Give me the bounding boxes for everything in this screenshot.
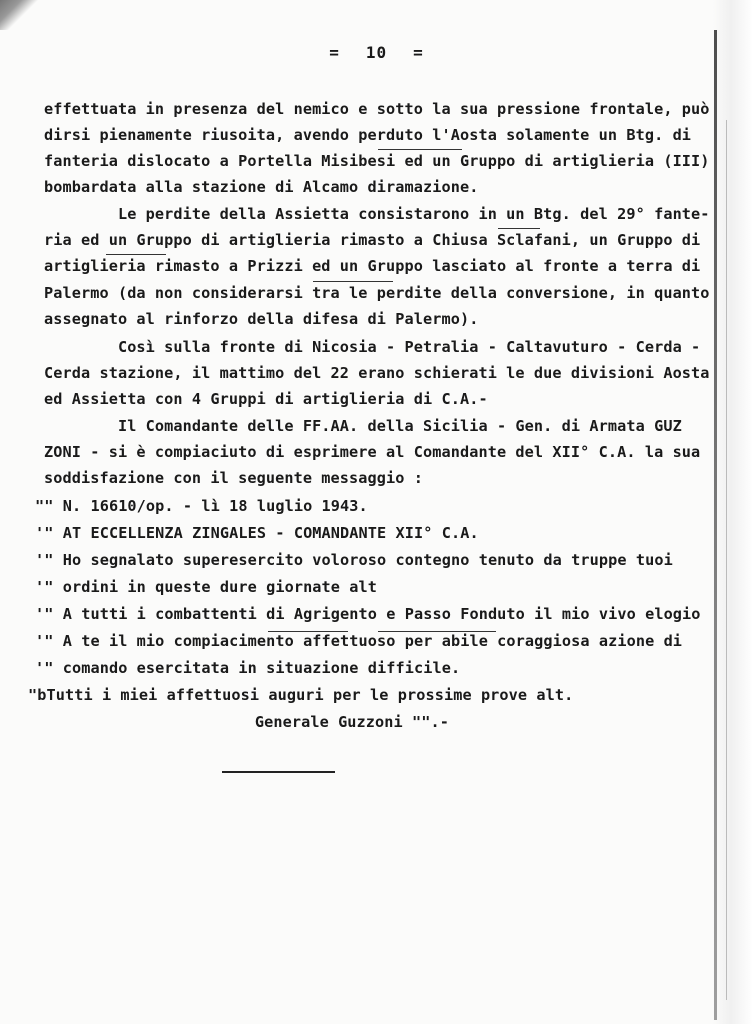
page-edge-line-faint [726,120,727,1000]
text-line: Il Comandante delle FF.AA. della Sicilia - Gen. di Armata GUZ [44,417,682,435]
page-edge-shadow [713,0,753,1024]
underline-mark [268,631,348,632]
underline-mark [106,254,166,255]
text-line: assegnato al rinforzo della difesa di Palermo). [44,310,479,328]
page-number-right-mark: = [413,43,424,62]
telegram-line: "bTutti i miei affettuosi auguri per le prossime prove alt. [28,686,574,704]
text-line: ria ed un Gruppo di artiglieria rimasto a Chiusa Sclafani, un Gruppo di [44,231,701,249]
text-line: artiglieria rimasto a Prizzi ed un Gruppo lasciato al fronte a terra di [44,257,701,275]
underline-mark [378,149,462,150]
text-line: fanteria dislocato a Portella Misibesi ed un Gruppo di artiglieria (III) [44,152,710,170]
telegram-line: '" comando esercitata in situazione difficile. [35,659,461,677]
telegram-line: "" N. 16610/op. - lì 18 luglio 1943. [35,497,368,515]
telegram-line: '" ordini in queste dure giornate alt [35,578,378,596]
folded-corner [0,0,40,30]
underline-mark [378,631,496,632]
underline-mark [498,228,540,229]
text-line: Palermo (da non considerarsi tra le perdite della conversione, in quanto [44,284,710,302]
text-line: effettuata in presenza del nemico e sotto la sua pressione frontale, può [44,100,710,118]
text-line: ZONI - si è compiaciuto di esprimere al Comandante del XII° C.A. la sua [44,443,701,461]
closing-rule [222,771,335,773]
text-line: dirsi pienamente riusoita, avendo perduto l'Aosta solamente un Btg. di [44,126,692,144]
telegram-line: '" A te il mio compiacimento affettuoso per abile coraggiosa azione di [35,632,683,650]
text-line: Le perdite della Assietta consistarono in un Btg. del 29° fante- [44,205,710,223]
text-line: Cerda stazione, il mattimo del 22 erano schierati le due divisioni Aosta [44,364,710,382]
page-number [0,43,753,62]
text-line: Così sulla fronte di Nicosia - Petralia - Caltavuturo - Cerda - [44,338,701,356]
text-line: soddisfazione con il seguente messaggio : [44,469,423,487]
text-line: bombardata alla stazione di Alcamo diramazione. [44,178,479,196]
signature-line: Generale Guzzoni "".- [70,713,449,731]
page-number-value: 10 [365,43,388,62]
telegram-line: '" Ho segnalato superesercito voloroso contegno tenuto da truppe tuoi [35,551,673,569]
text-line: ed Assietta con 4 Gruppi di artiglieria di C.A.- [44,390,488,408]
page-edge-line [714,30,717,1020]
telegram-line: '" A tutti i combattenti di Agrigento e Passo Fonduto il mio vivo elogio [35,605,701,623]
underline-mark [313,281,393,282]
telegram-line: '" AT ECCELLENZA ZINGALES - COMANDANTE XII° C.A. [35,524,479,542]
page-number-left-mark: = [329,43,340,62]
